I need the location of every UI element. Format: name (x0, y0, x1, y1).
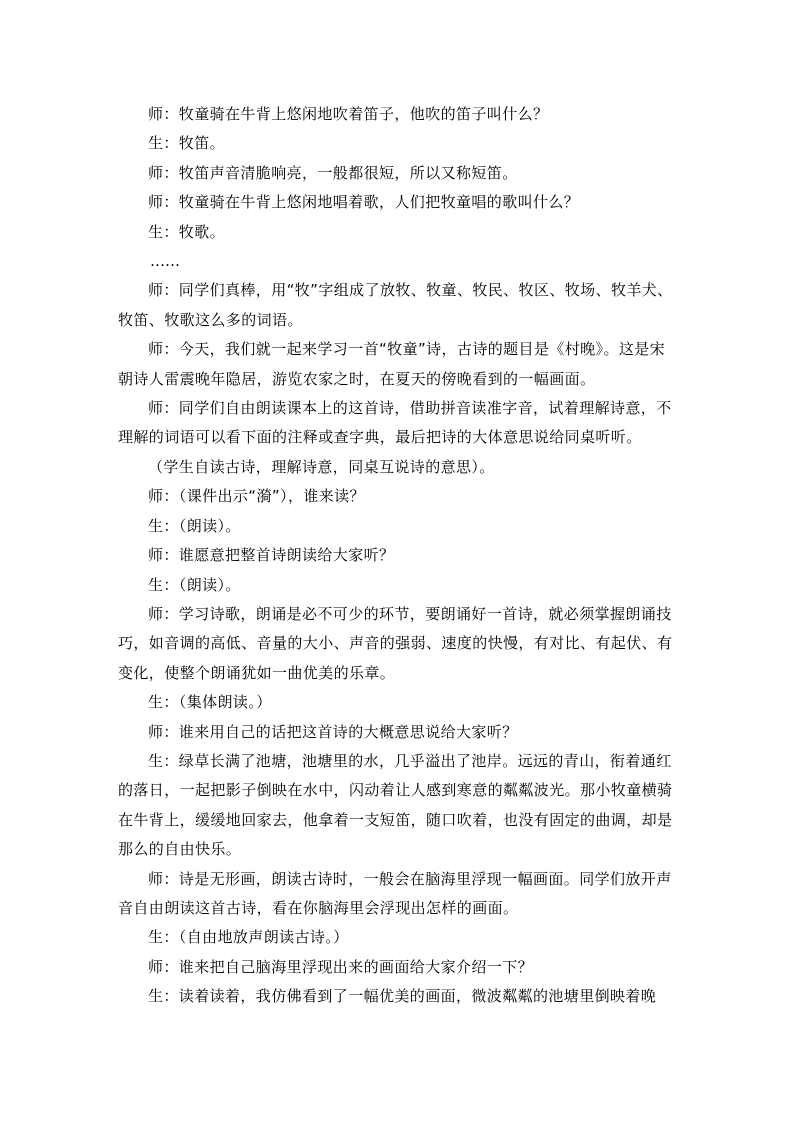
paragraph: 生：（自由地放声朗读古诗。） (148, 928, 349, 947)
paragraph: 师：谁来把自己脑海里浮现出来的画面给大家介绍一下？ (148, 957, 534, 976)
paragraph: 生：牧歌。 (148, 222, 226, 241)
paragraph: 师：牧童骑在牛背上悠闲地唱着歌，人们把牧童唱的歌叫什么？ (148, 193, 580, 212)
paragraph: 师：同学们真棒，用“牧”字组成了放牧、牧童、牧民、牧区、牧场、牧羊犬、牧笛、牧歌这么多的词语。 (118, 281, 673, 329)
paragraph: 生：（集体朗读。） (148, 693, 272, 712)
paragraph: 师：诗是无形画，朗读古诗时，一般会在脑海里浮现一幅画面。同学们放开声音自由朗读这首古诗，看在你脑海里会浮现出怎样的画面。 (118, 869, 672, 917)
paragraph: 师：（课件出示“漪”），谁来读？ (148, 487, 365, 506)
paragraph: 师：牧笛声音清脆响亮，一般都很短，所以又称短笛。 (148, 163, 518, 182)
paragraph: 师：今天，我们就一起来学习一首“牧童”诗，古诗的题目是《村晚》。这是宋朝诗人雷震晚年隐居，游览农家之时，在夏天的傍晚看到的一幅画面。 (118, 340, 666, 388)
paragraph: 师：谁来用自己的话把这首诗的大概意思说给大家听？ (148, 722, 518, 741)
paragraph: 生：牧笛。 (148, 134, 226, 153)
paragraph: （学生自读古诗，理解诗意，同桌互说诗的意思）。 (148, 457, 495, 476)
document-body (118, 100, 678, 1012)
paragraph: 师：同学们自由朗读课本上的这首诗，借助拼音读准字音，试着理解诗意，不理解的词语可以看下面的注释或查字典，最后把诗的大体意思说给同桌听听。 (118, 399, 672, 447)
paragraph: 生：绿草长满了池塘，池塘里的水，几乎溢出了池岸。远远的青山，衔着通红的落日，一起把影子倒映在水中，闪动着让人感到寒意的粼粼波光。那小牧童横骑在牛背上，缓缓地回家去，他拿着一支短笛，随口吹着，也没有固定的曲调，却是那么的自由快乐。 (118, 751, 673, 859)
paragraph: 师：牧童骑在牛背上悠闲地吹着笛子，他吹的笛子叫什么？ (148, 105, 549, 123)
paragraph: 师：谁愿意把整首诗朗读给大家听？ (148, 546, 395, 565)
ellipsis-line: …… (150, 252, 180, 271)
paragraph: 生：读着读着，我仿佛看到了一幅优美的画面，微波粼粼的池塘里倒映着晚 (148, 987, 657, 1006)
paragraph: 生：（朗读）。 (148, 516, 241, 535)
paragraph: 生：（朗读）。 (148, 575, 241, 594)
paragraph: 师：学习诗歌，朗诵是必不可少的环节，要朗诵好一首诗，就必须掌握朗诵技巧，如音调的高低、音量的大小、声音的强弱、速度的快慢，有对比、有起伏、有变化，使整个朗诵犹如一曲优美的乐章。 (118, 604, 673, 682)
